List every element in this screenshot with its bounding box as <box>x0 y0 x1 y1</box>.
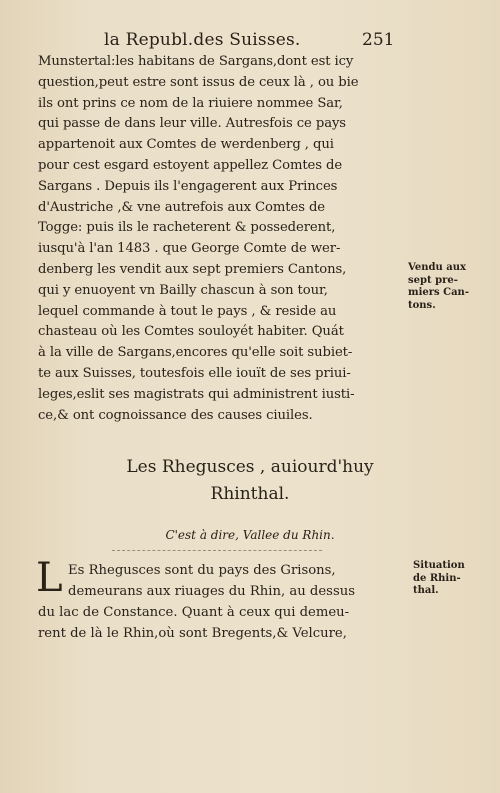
main-paragraph <box>38 52 398 426</box>
text-line: chasteau où les Comtes souloyét habiter. Quát <box>38 324 344 340</box>
page-number: 251 <box>362 30 395 50</box>
text-line: d'Austriche ,& vne autrefois aux Comtes de <box>38 199 326 215</box>
text-line: Es Rhegusces sont du pays des Grisons, <box>68 563 336 578</box>
text-line: qui passe de dans leur ville. Autresfois ce pays <box>38 116 346 132</box>
second-paragraph <box>36 555 410 644</box>
margin-note-line: thal. <box>413 585 439 596</box>
running-head: la Republ.des Suisses. <box>104 30 301 50</box>
margin-note-line: tons. <box>408 299 436 311</box>
section-subtitle: C'est à dire, Vallee du Rhin. <box>165 528 335 542</box>
text-line: Munstertal:les habitans de Sargans,dont est icy <box>38 54 354 69</box>
text-line: qui y enuoyent vn Bailly chascun à son tour, <box>38 282 328 298</box>
text-line: à la ville de Sargans,encores qu'elle soit subiet- <box>38 345 353 361</box>
text-line: Sargans . Depuis ils l'engagerent aux Princes <box>38 178 338 194</box>
text-line: te aux Suisses, toutesfois elle iouït de ses priui- <box>38 365 351 381</box>
text-line: du lac de Constance. Quant à ceux qui demeu- <box>38 605 350 620</box>
text-line: denberg les vendit aux sept premiers Cantons, <box>38 261 347 277</box>
text-line: lequel commande à tout le pays , & reside au <box>38 303 337 319</box>
text-line: leges,eslit ses magistrats qui administrent iusti- <box>38 386 355 402</box>
margin-note-line: Vendu aux <box>408 262 466 273</box>
text-line: question,peut estre sont issus de ceux là , ou bie <box>38 74 359 90</box>
text-line: demeurans aux riuages du Rhin, au dessus <box>68 584 355 599</box>
text-line: ils ont prins ce nom de la riuiere nommee Sar, <box>38 95 343 111</box>
section-title: Les Rhegusces , auiourd'huy <box>126 457 374 477</box>
text-line: iusqu'à l'an 1483 . que George Comte de wer- <box>38 241 341 257</box>
drop-cap: L <box>36 555 63 601</box>
margin-note-line: sept pre- <box>408 274 458 286</box>
margin-note-line: de Rhin- <box>413 572 461 584</box>
text-line: appartenoit aux Comtes de werdenberg , qui <box>38 137 334 153</box>
text-line: Togge: puis ils le racheterent & possederent, <box>38 220 336 236</box>
margin-note-line: Situation <box>413 560 465 571</box>
margin-note-sale <box>408 262 488 312</box>
text-line: ce,& ont cognoissance des causes ciuiles. <box>38 407 313 423</box>
subtitle-rule <box>112 550 322 551</box>
page-header <box>0 30 500 52</box>
text-line: pour cest esgard estoyent appellez Comtes de <box>38 157 343 173</box>
text-line: rent de là le Rhin,où sont Bregents,& Velcure, <box>38 626 347 641</box>
section-title-continued: Rhinthal. <box>210 484 290 504</box>
margin-note-situation <box>413 560 493 598</box>
margin-note-line: miers Can- <box>408 287 469 298</box>
